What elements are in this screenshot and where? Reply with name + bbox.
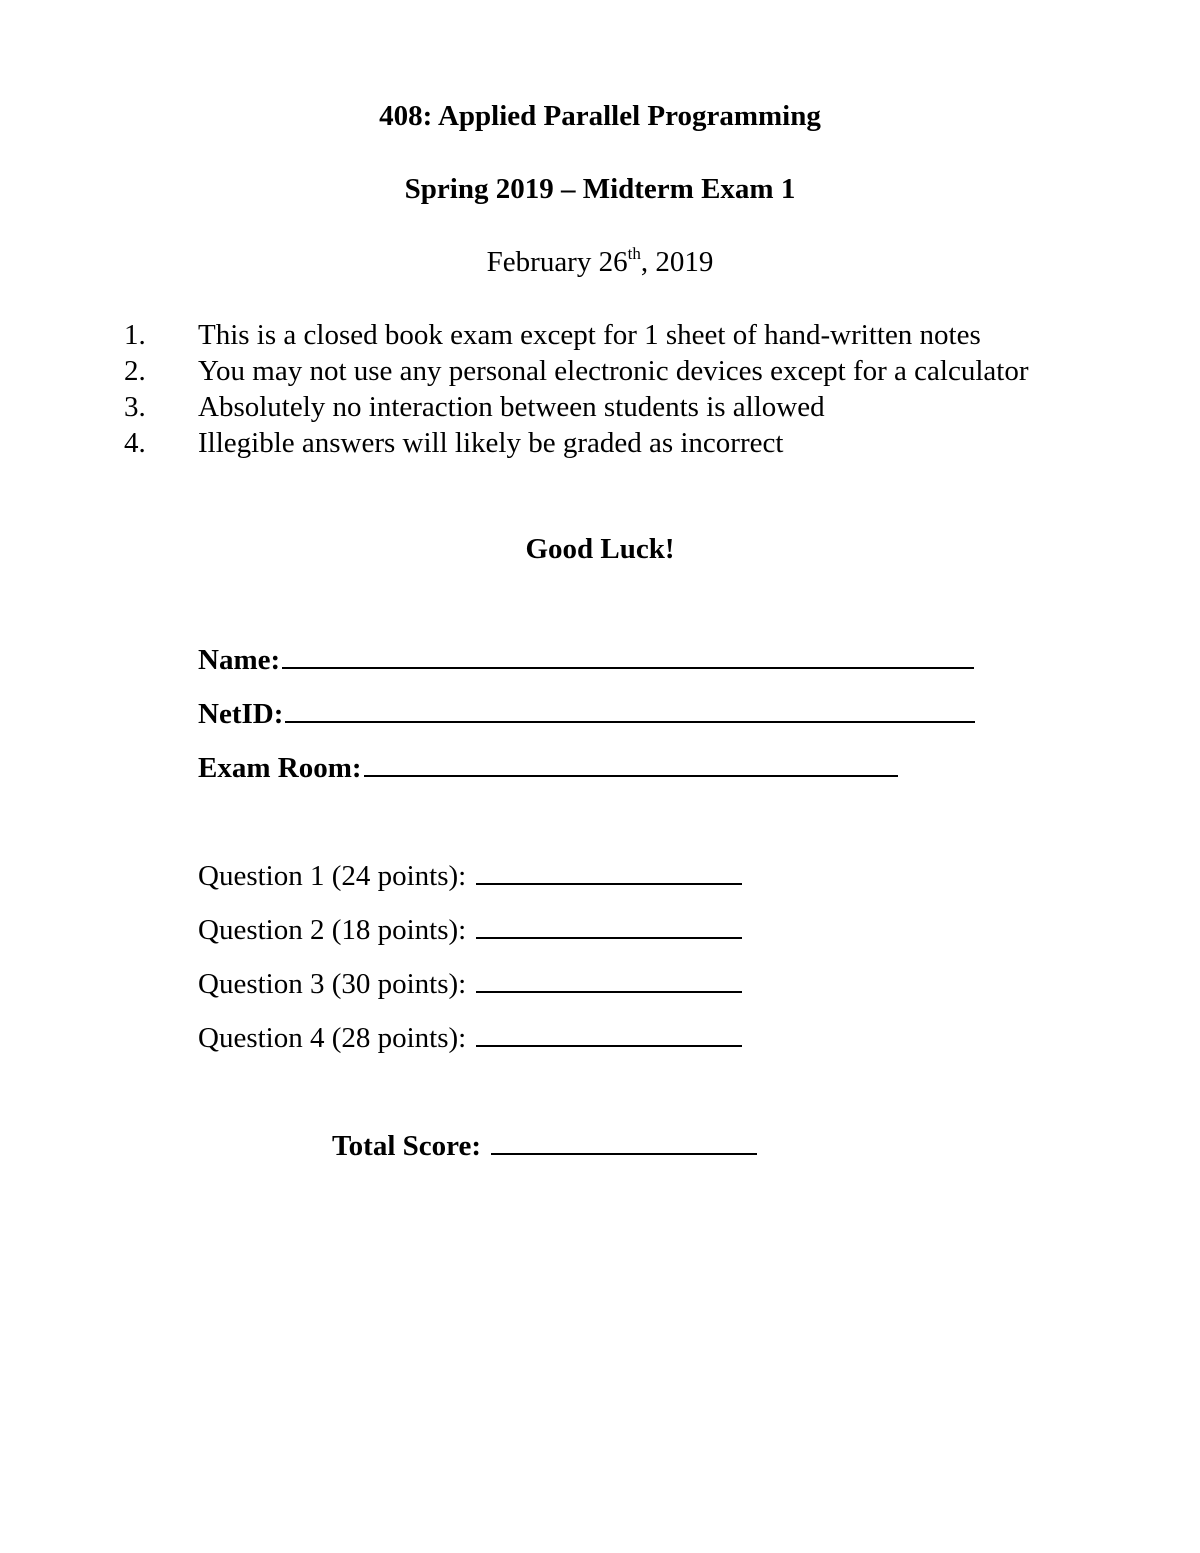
exam-room-label: Exam Room: bbox=[198, 752, 362, 784]
question-score-row bbox=[198, 861, 742, 891]
rule-text: Absolutely no interaction between students is allowed bbox=[198, 391, 825, 423]
exam-date bbox=[0, 244, 1200, 278]
netid-field bbox=[198, 699, 975, 729]
rule-number: 3. bbox=[124, 391, 146, 423]
name-label: Name: bbox=[198, 644, 281, 676]
rule-item bbox=[124, 317, 1064, 353]
exam-room-field bbox=[198, 753, 898, 783]
question-label: Question 2 (18 points): bbox=[198, 914, 467, 946]
question-label: Question 4 (28 points): bbox=[198, 1022, 467, 1054]
netid-blank-line[interactable] bbox=[285, 699, 975, 723]
question-label: Question 1 (24 points): bbox=[198, 860, 467, 892]
rule-number: 1. bbox=[124, 319, 146, 351]
page-title: 408: Applied Parallel Programming bbox=[379, 100, 821, 132]
exam-room-blank-line[interactable] bbox=[364, 753, 898, 777]
total-score-blank[interactable] bbox=[491, 1131, 757, 1155]
rule-item bbox=[124, 389, 1064, 425]
question-score-blank[interactable] bbox=[476, 969, 742, 993]
name-field bbox=[198, 645, 974, 675]
question-score-row bbox=[198, 1023, 742, 1053]
good-luck-heading: Good Luck! bbox=[525, 533, 675, 565]
date-suffix: , 2019 bbox=[640, 246, 714, 278]
date-superscript: th bbox=[627, 244, 641, 263]
netid-label: NetID: bbox=[198, 698, 284, 730]
rule-item bbox=[124, 353, 1064, 389]
total-score-row bbox=[332, 1131, 757, 1161]
exam-rules-list bbox=[124, 317, 1064, 461]
rule-number: 2. bbox=[124, 355, 146, 387]
question-score-row bbox=[198, 915, 742, 945]
rule-number: 4. bbox=[124, 427, 146, 459]
rule-text: You may not use any personal electronic devices except for a calculator bbox=[198, 355, 1029, 387]
question-score-blank[interactable] bbox=[476, 1023, 742, 1047]
question-score-blank[interactable] bbox=[476, 915, 742, 939]
rule-text: Illegible answers will likely be graded as incorrect bbox=[198, 427, 784, 459]
question-label: Question 3 (30 points): bbox=[198, 968, 467, 1000]
date-prefix: February 26 bbox=[486, 246, 628, 278]
total-score-label: Total Score: bbox=[332, 1130, 482, 1162]
rule-text: This is a closed book exam except for 1 sheet of hand-written notes bbox=[198, 319, 981, 351]
name-blank-line[interactable] bbox=[282, 645, 974, 669]
exam-subtitle: Spring 2019 – Midterm Exam 1 bbox=[404, 173, 796, 205]
question-score-blank[interactable] bbox=[476, 861, 742, 885]
question-score-row bbox=[198, 969, 742, 999]
rule-item bbox=[124, 425, 1064, 461]
